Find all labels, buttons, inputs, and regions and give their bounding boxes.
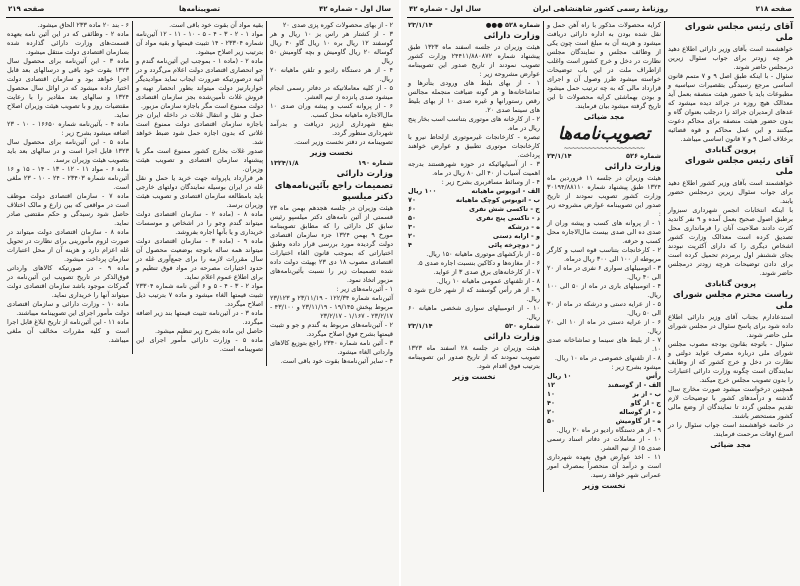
paragraph: ۷ - از کارخانه‌های برق صدی ۳ از عواید. xyxy=(433,268,540,276)
paragraph: سئوال - با اینکه طبق اصل ۹ و ۷ متمم قانون اساسی مرجع رسیدگی بتقصیرات سیاسیه و مطبوعات باید با حضور هیئت منصفه بعمل آید معذالک هیچ روزه در جرائد دیده میشود که عدهای ازمدیران جرائد را درجلب بعنوان گاه و بدون حضور هیئت منصفه برای محاکم دعوت میکنند و این عمل محاکم و قوه قضائیه برخلاف اصل ۹ و ۷ قانون اساسی میباشد. xyxy=(668,72,794,143)
number-line xyxy=(408,241,540,250)
column xyxy=(266,21,396,366)
paragraph: تصویبنامه در دفتر نخست وزیر است. xyxy=(294,138,393,146)
paragraph: بنفع شهرداری ارزیز دریافت و بدرآمد شهرداری منظور گردد. xyxy=(270,120,393,137)
right-page xyxy=(401,0,800,586)
number-line xyxy=(408,322,540,331)
paragraph: همچنین درخواست میشود صورت مخارج سال گذشته و درآمدهای کشور با توضیحات لازم تقدیم مجلس گردد تا نمایندگان از وضع مالی کشور مستحضر باشند. xyxy=(668,385,793,420)
column xyxy=(543,21,664,492)
section-heading: آقای رئیس مجلس شورای ملی xyxy=(684,156,793,177)
paragraph: تبصره - کارخانجات غیرموتوری ازلحاظ نیرو با کارخانجات موتوری تطبیق و عوارض خواهند پرداخت. xyxy=(408,133,540,159)
number-line xyxy=(408,205,540,214)
paragraph: خواهشمند است بآقای وزیر دارائی اطلاع دهید هر چه زودتر برای جواب سئوال زیرین درمجلس حاضر شوند. xyxy=(668,45,793,71)
right-running-head xyxy=(409,5,792,17)
number-line xyxy=(408,196,540,205)
page-number: صفحه ۲۱۸ xyxy=(755,5,792,13)
number-value: ۵۰ xyxy=(547,417,555,425)
left-running-head xyxy=(8,5,391,17)
paragraph: ۶ - از پروانه کسب و پیشه وران صدی ۱۰ مال‌الاجاره ماهیانه محل کسب. xyxy=(270,102,393,119)
paragraph: ماده ۷ - سازمان اقتصادی دولت موظف است در مواقعی که بین زارع و مالک اختلاف حاصل شود رسیدگی و حکم مقتضی صادر نماید. xyxy=(7,192,129,227)
section-heading: ریاست محترم مجلس شورای ملی xyxy=(672,290,793,311)
paragraph: ۴ - سایر آئین‌نامه‌ها بقوت خود باقی است. xyxy=(280,357,393,365)
paragraph: ۹ - از هر دستگاه رادیو در ماه ۲۰ ریال. xyxy=(556,426,661,434)
number-label: ه - از گاومیش xyxy=(615,417,661,425)
paragraph: ماده ۸ - (ماده ۲ - سازمان اقتصادی دولت میتواند گندم وجو را در اشخاص و موسسات خریداری و یا بآنها اجاره بفروشد. xyxy=(136,210,263,236)
page-number: صفحه ۲۱۹ xyxy=(8,5,45,13)
issue-label: سال اول - شماره ۴۲ xyxy=(319,5,391,13)
number-label: و - ارابه دستی xyxy=(492,232,540,240)
paragraph: ۱ - از بهای بلیط های ورودی بتأترها و تماشاخانه‌ها و هر گونه ضیافت منجمله مجالس رقص رستورانها و غیره صدی ۱۰ از بهای بلیط های سینما صدی ۲۰. xyxy=(408,79,541,114)
number-line xyxy=(547,417,661,426)
section-heading: وزارت دارائی xyxy=(483,31,540,41)
number-label: ج - تاکسی شش نفری xyxy=(469,205,540,213)
number-label: د - از گوساله xyxy=(619,408,661,416)
newspaper-title: روزنامهٔ رسمی کشور شاهنشاهی ایران xyxy=(533,5,668,13)
paragraph: ماده ۹ - (ماده ۳ - سازمان اقتصادی دولت میتواند همه ساله باتوجه بوضعیت محصول آن سال مقررات لازمه را برای جمع‌آوری غله در حدود اختیارات مصرحه در مواد فوق تنظیم و برای اطلاع عموم اعلام نماید. xyxy=(136,237,263,281)
number-label: شماره ۵۲۶ xyxy=(626,152,661,160)
number-value: ۱۰۰ ریال xyxy=(408,187,437,195)
paragraph: هیئت وزیران در جلسه ۱۱ فروردین ماه ۱۳۲۴ طبق پیشنهاد شماره ۳۰۱۹۴/۸۸۱۱۰ وزارت کشور تصویب نمودند از تاریخ صدور این تصویبنامه عوارض مشروحه زیر : xyxy=(547,174,661,218)
number-label: ز - دوچرخه پائی xyxy=(488,241,540,249)
number-value: ۳۰ xyxy=(408,223,416,231)
number-value: ۶۰ xyxy=(408,205,416,213)
number-value: ۲۰ xyxy=(547,408,555,416)
column xyxy=(664,21,796,451)
paragraph: ماده ۸ - سازمان اقتصادی دولت میتواند در صورت لزوم مأمورینی برای نظارت در تحویل غله اعزام دارد و هزینه آن از محل اعتبارات سازمان پرداخت میشود. xyxy=(7,228,129,263)
paragraph: ماده ۱۰ - وزارت دارائی و سازمان اقتصادی دولت مأمور اجرای این تصویبنامه میباشند. xyxy=(7,300,129,317)
signature: مجد ضیائی xyxy=(583,112,625,121)
paragraph: ماده ۱۱ - این آئین‌نامه از تاریخ ابلاغ قابل اجرا است و کلیه مقررات مخالف آن ملغی میباشد. xyxy=(7,318,129,344)
number-line xyxy=(270,159,393,168)
number-line xyxy=(408,187,540,196)
signature: پروین گنابادی xyxy=(705,279,756,288)
paragraph: ماده ۳ - این آئین‌نامه برای محصول سال ۱۳۲۳ بقوت خود باقی و درسالهای بعد قابل اجرا خواهد بود و سازمان اقتصادی دولت اختیار داده میشود که در اوائل سال محصول ۱۳۲۴ و سالهای بعد مقادیر را با رعایت مقتضیات روز و با تصویب هیئت وزیران اصلاح نماید. xyxy=(7,57,129,119)
paragraph: آئین‌نامه شماره ۱۲۲/۳۴ - ۲۳/۱۱/۱۹ و ۲۳/۱۲۳ مربوط بپخش ۱۹/۱۴۵ - ۲۳/۱۱/۱۹ و ۴۳/۱۰۰ - ۲۳/۲/۱۷ - ۱/۱۶۷ - ۲۳/۲/۱۷ xyxy=(270,294,393,320)
paragraph: ۱ - از پروانه های کسب و پیشه وران از صدی ده الی صدی بیست مال‌الاجاره محل کسب و حرفه. xyxy=(547,219,661,245)
signature: مجد ضیائی xyxy=(710,440,751,449)
paragraph: ۵ - از بارکشهای موتوری ماهیانه ۱۵۰ ریال. xyxy=(426,250,540,258)
paragraph: ۶ - از مغازه‌ها و دکاکین بنسبت اجاره صدی ۵. xyxy=(417,259,540,267)
paragraph: ۱ - آئین‌نامه‌های زیر : xyxy=(336,285,393,293)
section-heading: وزارت دارائی xyxy=(483,332,540,342)
paragraph: با اینکه انتخابات انجمن شهرداری سبزوار برطبق اصول صحیح بعمل آمده و ۹ نفر کاندید کثرت دادند صلاحیت آنان را فرمانداری محل تصدیق کرده است معذالک وزارت کشور اشخاص دیگری را که دارای آکثریت نبودند بجای ششنفر اول برمردم تحمیل کرده است برای دادن توضیحات هرچه زودتر درمجلس حاضر شوند. xyxy=(668,206,793,277)
number-value: ۱۲ xyxy=(547,381,555,389)
number-label: ج - از گاو xyxy=(630,399,661,407)
paragraph: ماده ۳ - در آئین‌نامه تثبیت قیمتها بند زیر اضافه میگردد. xyxy=(136,309,263,326)
paragraph: صدور غلات بخارج کشور ممنوع است مگر با پیشنهاد سازمان اقتصادی و تصویب هیئت وزیران. xyxy=(136,147,263,173)
number-label: ب - از بز xyxy=(632,390,661,398)
number-label: شماره ۱۹۰ xyxy=(358,159,393,167)
signature: نخست وزیر xyxy=(310,148,353,157)
number-line xyxy=(408,214,540,223)
paragraph: ۱۱ - اخذ عوارض فوق بعهده شهرداری است و درآمد آن منحصراً بمصرف امور عمرانی شهر خواهد رسید. xyxy=(547,453,661,479)
number-line xyxy=(547,390,661,399)
paragraph: ۳ - آئین نامه شماره ۲۳۴۰ راجع بتوزیع کالاهای وارداتی الغاء میشود. xyxy=(270,339,394,356)
section-heading: وزارت دارائی xyxy=(336,169,393,179)
number-value: ۲۰ xyxy=(408,232,416,240)
number-label: ه - درشکه xyxy=(507,223,540,231)
paragraph: حمل و نقل و انتقال غلات در داخله ایران جز باجازه سازمان اقتصادی دولت ممنوع است غلاتی که بدون اجازه حمل شود ضبط خواهد شد. xyxy=(136,111,263,146)
paragraph: مواد ۱ - ۲ - ۳ - ۴ - ۵ - ۱۰ - ۱۱ - ۱۲ آئین‌نامه شماره ۲۳۳۰۴ - ۱۴ تثبیت قیمتها و بقیه مواد آن بترتیب زیر اصلاح میشود. xyxy=(136,30,264,56)
paragraph: هیئت وزیران در جلسه ۲۸ اسفند ماه ۱۳۲۳ تصویب نمودند که از تاریخ صدور این تصویبنامه بترتیب فوق اقدام شود. xyxy=(408,344,540,370)
paragraph: ۳ - از آسیابهائیکه در حوزه شهرهستند بدرجه اهمیت آسیاب از ۴۰ الی ۸۰ ریال در ماه. xyxy=(408,160,540,177)
number-label: شماره ۵۳۰ xyxy=(505,322,540,330)
paragraph: ۸ - از تلفنهای عمومی ماهیانه ۱۰ ریال. xyxy=(436,277,540,285)
paragraph: ۸ - از تلفنهای خصوصی در ماه ۱۰ ریال. xyxy=(554,354,661,362)
paragraph: ۳ - از کشتار هر راس بز ۱۰ ریال و هر گوسفند ۱۲ ریال بره ۱۰ ریال گاو ۴۰ ریال گوساله ۲۰ ریال گاومیش و بچه گاومیش ۵۰ ریال xyxy=(270,30,393,65)
number-line xyxy=(408,21,540,30)
number-label: الف - اتوبوس ماهیانه xyxy=(471,187,540,195)
number-value: ۷۰ xyxy=(408,196,416,204)
left-page xyxy=(0,0,399,586)
paragraph: ماده ۴ - بآئین‌نامه شماره ۱۶۶۵۰ - ۱۰ - ۲۳ اضافه میشود بشرح زیر : xyxy=(7,120,129,137)
number-line xyxy=(408,232,540,241)
paragraph: هیئت وزیران در جلسه هجدهم بهمن ماه ۲۳ قسمتی از آئین نامه‌های دکتر میلسپو رئیس سابق کل دارائی را که مطابق تصویبنامه مورخ ۹ بهمن ۱۳۲۴ جزء سازمان اقتصادی دولت گردیده مورد بررسی قرار داده وطبق اختیاراتی که بموجب قانون الغاء اختیارات اقتصادی مصوب ۱۸ دی ۲۳ بهیئت دولت داده شده تصمیمات زیر را نسبت بآئین‌نامه‌های مزبور اتخاذ نمود. xyxy=(270,204,393,284)
header-rule xyxy=(407,17,794,18)
paragraph: ماده ۲ - وظائفی که در این آئین نامه بعهده قسمت‌های وزارت دارائی گذارده شده بسازمان اقتصادی دولت منتقل میشود. xyxy=(7,30,129,56)
paragraph: ۴ - از هر دستگاه رادیو و تلفن ماهیانه ۲۰ ریال. xyxy=(270,66,393,83)
paragraph: ۴ - از وسائط مسافربری بشرح زیر : xyxy=(441,178,540,186)
signature: پروین گنابادی xyxy=(705,145,756,154)
number-value: ۲۳/۱/۱۴ xyxy=(408,322,433,330)
number-label: د - تاکسی پنج نفری xyxy=(476,214,540,222)
number-line xyxy=(547,381,661,390)
paragraph: استدعادارم بجناب آقای وزیر دارائی اطلاع داده شود برای پاسخ سئوال در مجلس شورای ملی حاضر شوند. xyxy=(668,313,793,339)
header-rule xyxy=(6,17,393,18)
number-line xyxy=(408,223,540,232)
paragraph: کرایه محصولات مذکور با راه آهن حمل و نقل شده بودن به اداره دارائی دریافت میشود و هزینه آن به مبلغ است چون یکی از وظائف مجلس و نمایندگان مجلس نظارت در دخل و خرج کشور است واغلب ازاطراف ملت در این باب توضیحات خواسته میشود طرز وصول آن و اجرای قرارداد مالی که به چه ترتیب حمل میشود و بودن بهماشئی کرایه محصولات تا این تاریخ گرفته میشود بیان فرمایند. xyxy=(547,21,661,110)
column xyxy=(4,21,132,345)
paragraph: ۲ - از بهای محصولات کوره پزی صدی ۲۰ xyxy=(282,21,393,29)
number-value: ۲۳/۱/۱۴ xyxy=(408,21,433,29)
paragraph: ۵ - از کلیه معاملاتیکه در دفاتر رسمی انجام میشود صدی پانزده از نیم العشر. xyxy=(270,84,393,101)
number-value: ۴۰ xyxy=(547,399,555,407)
section-heading: آقای رئیس مجلس شورای ملی xyxy=(684,22,793,43)
paragraph: ۱۰ - از معاملات در دفاتر اسناد رسمی صدی ۱۵ از نیم العشر. xyxy=(547,435,661,452)
section-heading: وزارت دارائی xyxy=(604,162,661,172)
paragraph: ۳ - اتومبیلهای سواری ۶ نفری در ماه از ۲۰ الی ۴۰ ریال. xyxy=(547,264,662,281)
column xyxy=(132,21,266,354)
number-line xyxy=(547,399,661,408)
issue-label: سال اول - شماره ۴۲ xyxy=(409,5,481,13)
number-line xyxy=(547,152,661,161)
paragraph: در خاتمه خواهشمند است جواب سئوال را در اسرع اوقات مرحمت فرمایند. xyxy=(668,421,793,438)
number-value: ۱۳۲۴/۱/۸ xyxy=(270,159,299,167)
paragraph: هر قرارداد یاپروانه جهت خرید یا حمل و نقل غله در ایران بوسیله نمایندگان دولتهای خارجی باید بامطالعه سازمان اقتصادی و تصویب هیئت وزیران برسد. xyxy=(136,174,263,209)
ornament-rule: ~~~~~~~~~~~~~~~~~~~~ xyxy=(563,145,645,152)
paragraph: ۶ - از عرایه دستی در ماه از ۱۰ الی ۲۰ ریال. xyxy=(547,318,661,335)
number-value: ۲۴/۱/۱۴ xyxy=(547,152,572,160)
paragraph: ۶ - بند ۲۰ ماده ۲۳۳ الحاق میشود. xyxy=(37,21,129,29)
paragraph: ۲ - آئین‌نامه‌های مربوط به گندم و جو و تثبیت قیمتها بشرح فوق اصلاح میگردد. xyxy=(270,321,393,338)
paragraph: هیئت وزیران در جلسه اسفند ماه ۱۳۲۳ طبق پیشنهاد شماره ۲۴۴۱۱/۸۸۰۸۷۲ وزارت کشور تصویب نمودند از تاریخ صدور این تصویبنامه عوارض مشروحه زیر : xyxy=(408,43,541,78)
paragraph: ۲ - از کارخانه های موتوری بتناسب اسب بخار پنج ریال در ماه. xyxy=(408,115,540,132)
paragraph: خواهشمند است بآقای وزیر کشور اطلاع دهید برای جواب سئوال زیرین درمجلس حضور یابند. xyxy=(668,179,793,205)
signature: نخست وزیر xyxy=(452,372,496,381)
paragraph: ماده ۵ - وزارت دارائی مأمور اجرای این تصویبنامه است. xyxy=(136,336,263,353)
number-label: ب - اتوبوس کوچک ماهیانه xyxy=(455,196,540,204)
section-heading: تصمیمات راجع بآئین‌نامه‌های دکتر میلسپو xyxy=(274,181,393,202)
paragraph: مواد ۲ - ۳ - ۴ - ۵ و ۶ آئین نامه شماره ۲۳۳۰۴ تثبیت قیمتها الغاء میشود و ماده ۷ بترتیب ذیل اصلاح میگردد. xyxy=(136,282,263,308)
paragraph: ماده ۶ - مواد ۱۱ - ۱۲ - ۱۳ - ۱۴ - ۱۵ و ۱۶ آئین‌نامه شماره ۲۳۴۰۳ - ۲۴ - ۱۰ - ۲۳ ملغی است. xyxy=(7,165,129,191)
paragraph: ۵ - از عرایه دستی و درشکه در ماه از ۳۰ الی ۵۰ ریال. xyxy=(547,300,661,317)
paragraph: سئوال - باتوجه بقانون بودجه مصوب مجلس شورای ملی درباره مصرف عواید دولتی و نظارت در دخل و خرج کشور که از وظایف نمایندگان است چگونه وزارت دارائی اعتبارات را بدون تصویب مجلس خرج میکند. xyxy=(668,340,793,384)
number-line xyxy=(547,372,661,381)
section-label: تصویبنامه‌ها xyxy=(179,5,220,13)
number-value: ۱۰ xyxy=(547,390,555,398)
paragraph: حاصل این ماده بشرح زیر تنظیم میشود. xyxy=(154,327,263,335)
paragraph: ماده ۲ - (ماده ۱ - بموجب این آئین‌نامه گندم و جو انحصاری اقتصادی دولت اعلام می‌گردد و در آتیه درصورتیکه ضرورت ایجاب نماید موادیدیگر خواربارنیز دولت میتواند بطور انحصار تهیه و فروش غلات تأمین‌شده بجز سازمان اقتصادی دولت ممنوع است مگر باجازه سازمان مزبور. xyxy=(136,57,264,110)
number-label: شماره ۵۲۸ ●●● xyxy=(485,21,540,29)
paragraph: ماده ۹ - در صورتیکه کالاهای وارداتی فوق‌الذکر در تاریخ تصویب این آئین‌نامه در گمرکات موجود باشد سازمان اقتصادی دولت میتواند آنها را خریداری نماید. xyxy=(7,264,129,299)
number-value: ۱۰ ریال xyxy=(547,372,572,380)
column xyxy=(405,21,543,383)
paragraph: ماده ۵ - این آئین‌نامه برای محصول سال ۱۳۲۳ قابل اجرا است و در سالهای بعد باید بتصویب هیئت وزیران برسد. xyxy=(7,138,129,164)
paragraph: ۲ - کارخانجات بتناسب قوه اسب و کارگر مربوطه از ۱۰۰ الی ۳۰۰ ریال درماه. xyxy=(547,246,661,263)
paragraph: ۴ - اتومبیلهای باری در ماه از ۵۰ الی ۱۰۰ ریال. xyxy=(547,282,662,299)
number-value: ۵۰ xyxy=(408,214,416,222)
paragraph: ۷ - از بلیط های سینما و تماشاخانه صدی ۱۰. xyxy=(547,336,661,353)
number-label: الف - از گوسفند xyxy=(607,381,661,389)
paragraph: بقیه مواد آن بقوت خود باقی است. xyxy=(169,21,263,29)
paragraph: میشود بشرح زیر : xyxy=(611,363,661,371)
masthead-heading: تصویب‌نامه‌ها xyxy=(558,124,650,144)
signature: نخست وزیر xyxy=(582,481,626,490)
paragraph: ۹ - از هر رأس گوسفند که از شهر خارج شود ۵ ریال. xyxy=(408,286,540,303)
paragraph: ۱۰ - از اتومبیلهای سواری شخصی ماهیانه ۶۰ ریال. xyxy=(408,304,540,321)
number-line xyxy=(547,408,661,417)
number-value: ۴ xyxy=(408,241,412,249)
number-label: رأس xyxy=(646,372,661,380)
